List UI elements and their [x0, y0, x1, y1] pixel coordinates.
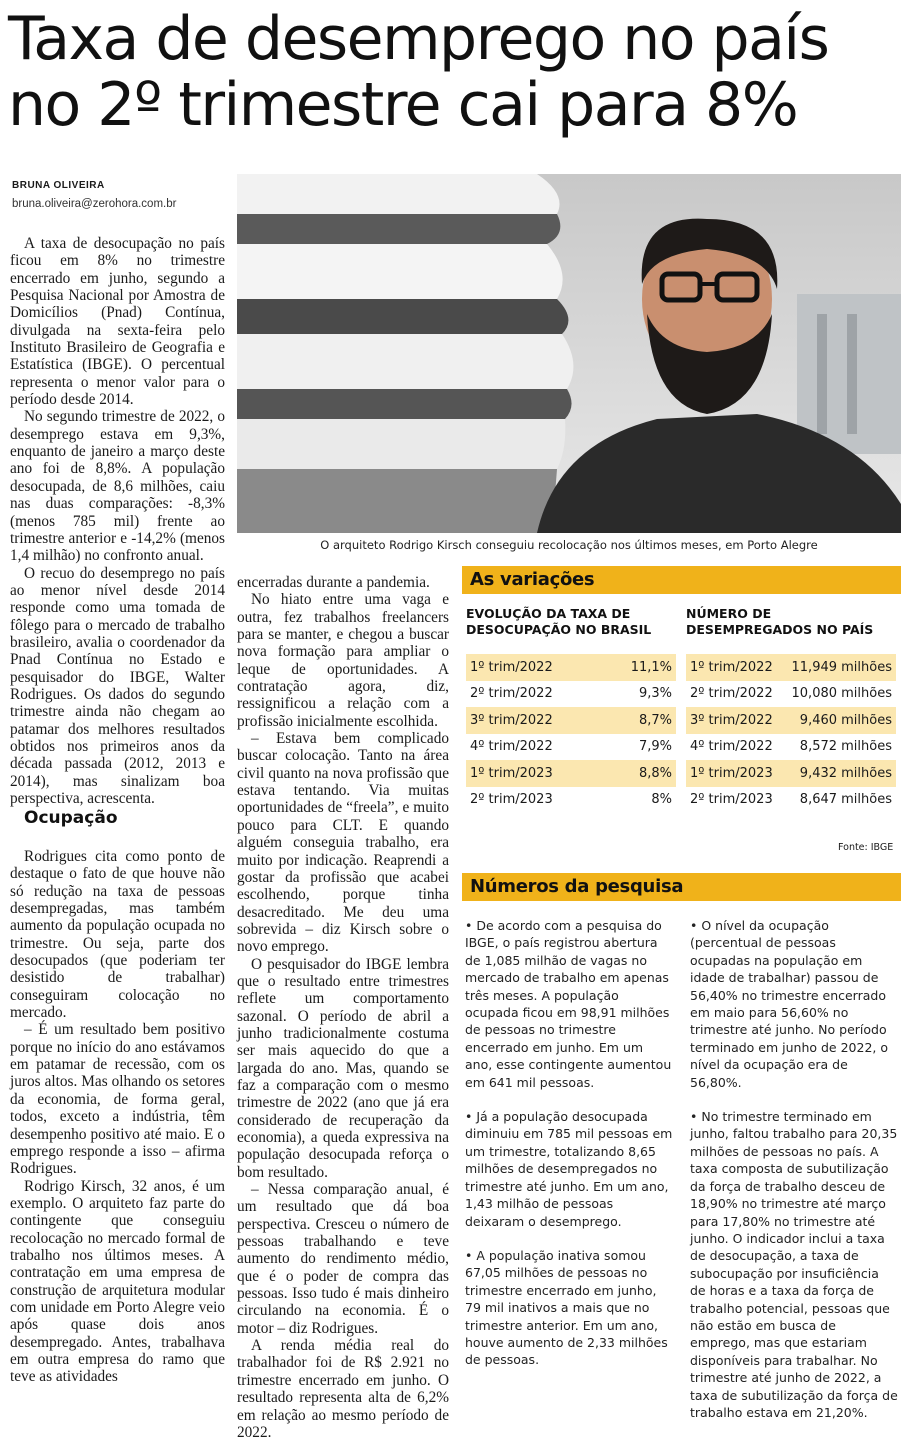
banner-variacoes: As variações — [462, 566, 901, 594]
value: 7,9% — [638, 739, 672, 755]
value: 8% — [651, 792, 672, 808]
photo-caption: O arquiteto Rodrigo Kirsch conseguiu recolocação nos últimos meses, em Porto Alegre — [320, 538, 818, 552]
period: 2º trim/2022 — [690, 686, 773, 702]
paragraph: encerradas durante a pandemia. — [237, 574, 430, 591]
table-taxa-desocupacao — [466, 606, 676, 813]
table-row — [686, 654, 896, 681]
value: 8,8% — [638, 765, 672, 781]
table-row — [466, 760, 676, 787]
paragraph: O recuo do desemprego no país ao menor nível desde 2014 responde como uma tomada de fôlego para o mercado de trabalho brasileiro, avalia o coordenador da Pnad Contínua no Estado e pesquisador do IBGE, Walter Rodrigues. Os dados do segundo trimestre ainda não chegam ao patamar dos melhores resultados obtidos nos primeiros anos da década passada (2012, 2013 e 2014), mas sinalizam boa perspectiva, acrescenta. — [10, 564, 225, 807]
value: 8,572 milhões — [799, 739, 892, 755]
body-column-1-bottom — [10, 848, 225, 1386]
subhead-ocupacao: Ocupação — [24, 808, 118, 828]
paragraph: A taxa de desocupação no país ficou em 8% no trimestre encerrado em junho, segundo a Pesquisa Nacional por Amostra de Domicílios (Pnad) Contínua, divulgada na sexta-feira pelo Instituto Brasileiro de Geografia e Estatística (IBGE). O percentual representa o menor valor para o período desde 2014. — [10, 235, 225, 409]
bullet-item: • O nível da ocupação (percentual de pessoas ocupadas na população em idade de trabalhar) passou de 56,40% no trimestre encerrado em maio para 56,60% no trimestre até junho. No período terminado em junho de 2022, o nível da ocupação era de 56,80%. — [690, 918, 889, 1090]
photo-illustration — [237, 174, 901, 533]
paragraph: A renda média real do trabalhador foi de R$ 2.921 no trimestre encerrado em junho. O resultado representa alta de 6,2% em relação ao mesmo período de 2022. — [237, 1337, 449, 1441]
table-row — [686, 707, 896, 734]
paragraph: – Estava bem complicado buscar colocação. Tanto na área civil quanto na nova profissão que estava tentando. Via muitas oportunidades de “freela”, e muito pouco para CLT. E quando alguém conseguia trabalho, era muito por indicação. Reaprendi a gostar da profissão que acabei escolhendo, porque tinha desacreditado. Me deu uma sobrevida – diz Kirsch sobre o novo emprego. — [237, 730, 449, 956]
period: 1º trim/2022 — [470, 659, 553, 675]
author-email: bruna.oliveira@zerohora.com.br — [12, 198, 177, 210]
table-title: EVOLUÇÃO DA TAXA DE DESOCUPAÇÃO NO BRASIL — [466, 606, 652, 637]
table-row — [466, 734, 676, 761]
value: 9,432 milhões — [799, 765, 892, 781]
period: 4º trim/2022 — [690, 739, 773, 755]
period: 2º trim/2023 — [470, 792, 553, 808]
period: 1º trim/2023 — [470, 765, 553, 781]
bullets-column-2 — [690, 917, 898, 1438]
value: 9,3% — [638, 686, 672, 702]
table-row — [466, 787, 676, 814]
period: 2º trim/2022 — [470, 686, 553, 702]
bullet-item: • No trimestre terminado em junho, faltou trabalho para 20,35 milhões de pessoas no país. A taxa composta de subutilização da força de trabalho desceu de 18,90% no trimestre até março para 17,80% no trimestre até junho. O indicador inclui a taxa de desocupação, a taxa de subocupação por insuficiência de horas e a taxa da força de trabalho potencial, pessoas que não estão em busca de emprego, mas que estariam disponíveis para trabalhar. No trimestre até junho de 2022, a taxa de subutilização da força de trabalho estava em 21,20%. — [690, 1109, 898, 1420]
table-row — [686, 787, 896, 814]
table-desempregados — [686, 606, 896, 813]
paragraph: – É um resultado bem positivo porque no início do ano estávamos em patamar de recessão, com os juros altos. Mas olhando os setores da economia, de forma geral, todos, exceto a indústria, têm desempenho positivo até maio. E o emprego responde a isso – afirma Rodrigues. — [10, 1021, 225, 1178]
value: 11,949 milhões — [791, 659, 892, 675]
author-name: BRUNA OLIVEIRA — [12, 180, 105, 191]
banner-numeros: Números da pesquisa — [462, 873, 901, 901]
table-title: NÚMERO DE DESEMPREGADOS NO PAÍS — [686, 606, 874, 637]
photo — [237, 174, 901, 533]
value: 10,080 milhões — [791, 686, 892, 702]
value: 8,7% — [638, 712, 672, 728]
paragraph: Rodrigo Kirsch, 32 anos, é um exemplo. O arquiteto faz parte do contingente que conseguiu recolocação no mercado formal de trabalho nos últimos meses. A contratação em uma empresa de construção de arquitetura modular com unidade em Porto Alegre veio após quase dois anos desempregado. Antes, trabalhava em outra empresa do ramo que teve as atividades — [10, 1177, 225, 1386]
value: 8,647 milhões — [799, 792, 892, 808]
paragraph: O pesquisador do IBGE lembra que o resultado entre trimestres reflete um comportamento sazonal. O período de abril a junho tradicionalmente costuma ser mais aquecido do que a largada do ano. Mas, quando se faz a comparação com o mesmo trimestre de 2022 (ano que já era considerado de recuperação da economia), a queda expressiva na população desocupada reforça o bom resultado. — [237, 955, 449, 1181]
bullets-column-1 — [465, 917, 673, 1386]
bullet-item: • De acordo com a pesquisa do IBGE, o país registrou abertura de 1,085 milhão de vagas no mercado de trabalho em apenas três meses. A população ocupada ficou em 98,91 milhões de pessoas no trimestre encerrado em junho. Em um ano, esse contingente aumentou em 641 mil pessoas. — [465, 918, 672, 1090]
period: 1º trim/2023 — [690, 765, 773, 781]
table-row — [466, 654, 676, 681]
paragraph: No hiato entre uma vaga e outra, fez trabalhos freelancers para se manter, e chegou a buscar nova formação para ampliar o leque de oportunidades. A contratação agora, diz, ressignificou a relação com a profissão inicialmente escolhida. — [237, 591, 449, 730]
table-row — [466, 681, 676, 708]
paragraph: – Nessa comparação anual, é um resultado que dá boa perspectiva. Cresceu o número de pessoas trabalhando e teve aumento do rendimento médio, que é o poder de compra das pessoas. Isso tudo é mais dinheiro circulando na economia. É o motor – diz Rodrigues. — [237, 1181, 449, 1337]
table-row — [686, 760, 896, 787]
period: 1º trim/2022 — [690, 659, 773, 675]
table-row — [466, 707, 676, 734]
period: 3º trim/2022 — [690, 712, 773, 728]
period: 2º trim/2023 — [690, 792, 773, 808]
table-row — [686, 681, 896, 708]
byline — [12, 180, 227, 210]
bullet-item: • A população inativa somou 67,05 milhões de pessoas no trimestre encerrado em junho, 79 mil inativos a mais que no trimestre anterior. Em um ano, houve aumento de 2,33 milhões de pessoas. — [465, 1247, 668, 1368]
paragraph: Rodrigues cita como ponto de destaque o fato de que houve não só redução na taxa de pessoas desempregadas, mas também aumento da população ocupada no trimestre. Ou seja, parte dos desocupados (que poderiam ter desistido de trabalhar) conseguiram colocação no mercado. — [10, 848, 225, 1022]
paragraph: No segundo trimestre de 2022, o desemprego estava em 9,3%, enquanto de janeiro a março deste ano foi de 8,8%. A população desocupada, de 8,6 milhões, caiu nas duas comparações: -8,3% (menos 785 mil) frente ao trimestre anterior e -14,2% (menos 1,4 milhão) no confronto anual. — [10, 408, 225, 565]
bullet-item: • Já a população desocupada diminuiu em 785 mil pessoas em um trimestre, totalizando 8,65 milhões de desempregados no trimestre até junho. Em um ano, 1,43 milhão de pessoas deixaram o desemprego. — [465, 1109, 673, 1229]
value: 9,460 milhões — [799, 712, 892, 728]
source-note: Fonte: IBGE — [838, 842, 894, 853]
value: 11,1% — [630, 659, 672, 675]
period: 3º trim/2022 — [470, 712, 553, 728]
headline: Taxa de desemprego no país no 2º trimestre cai para 8% — [8, 4, 829, 140]
period: 4º trim/2022 — [470, 739, 553, 755]
table-row — [686, 734, 896, 761]
body-column-2 — [237, 574, 449, 1441]
body-column-1-top — [10, 235, 225, 807]
